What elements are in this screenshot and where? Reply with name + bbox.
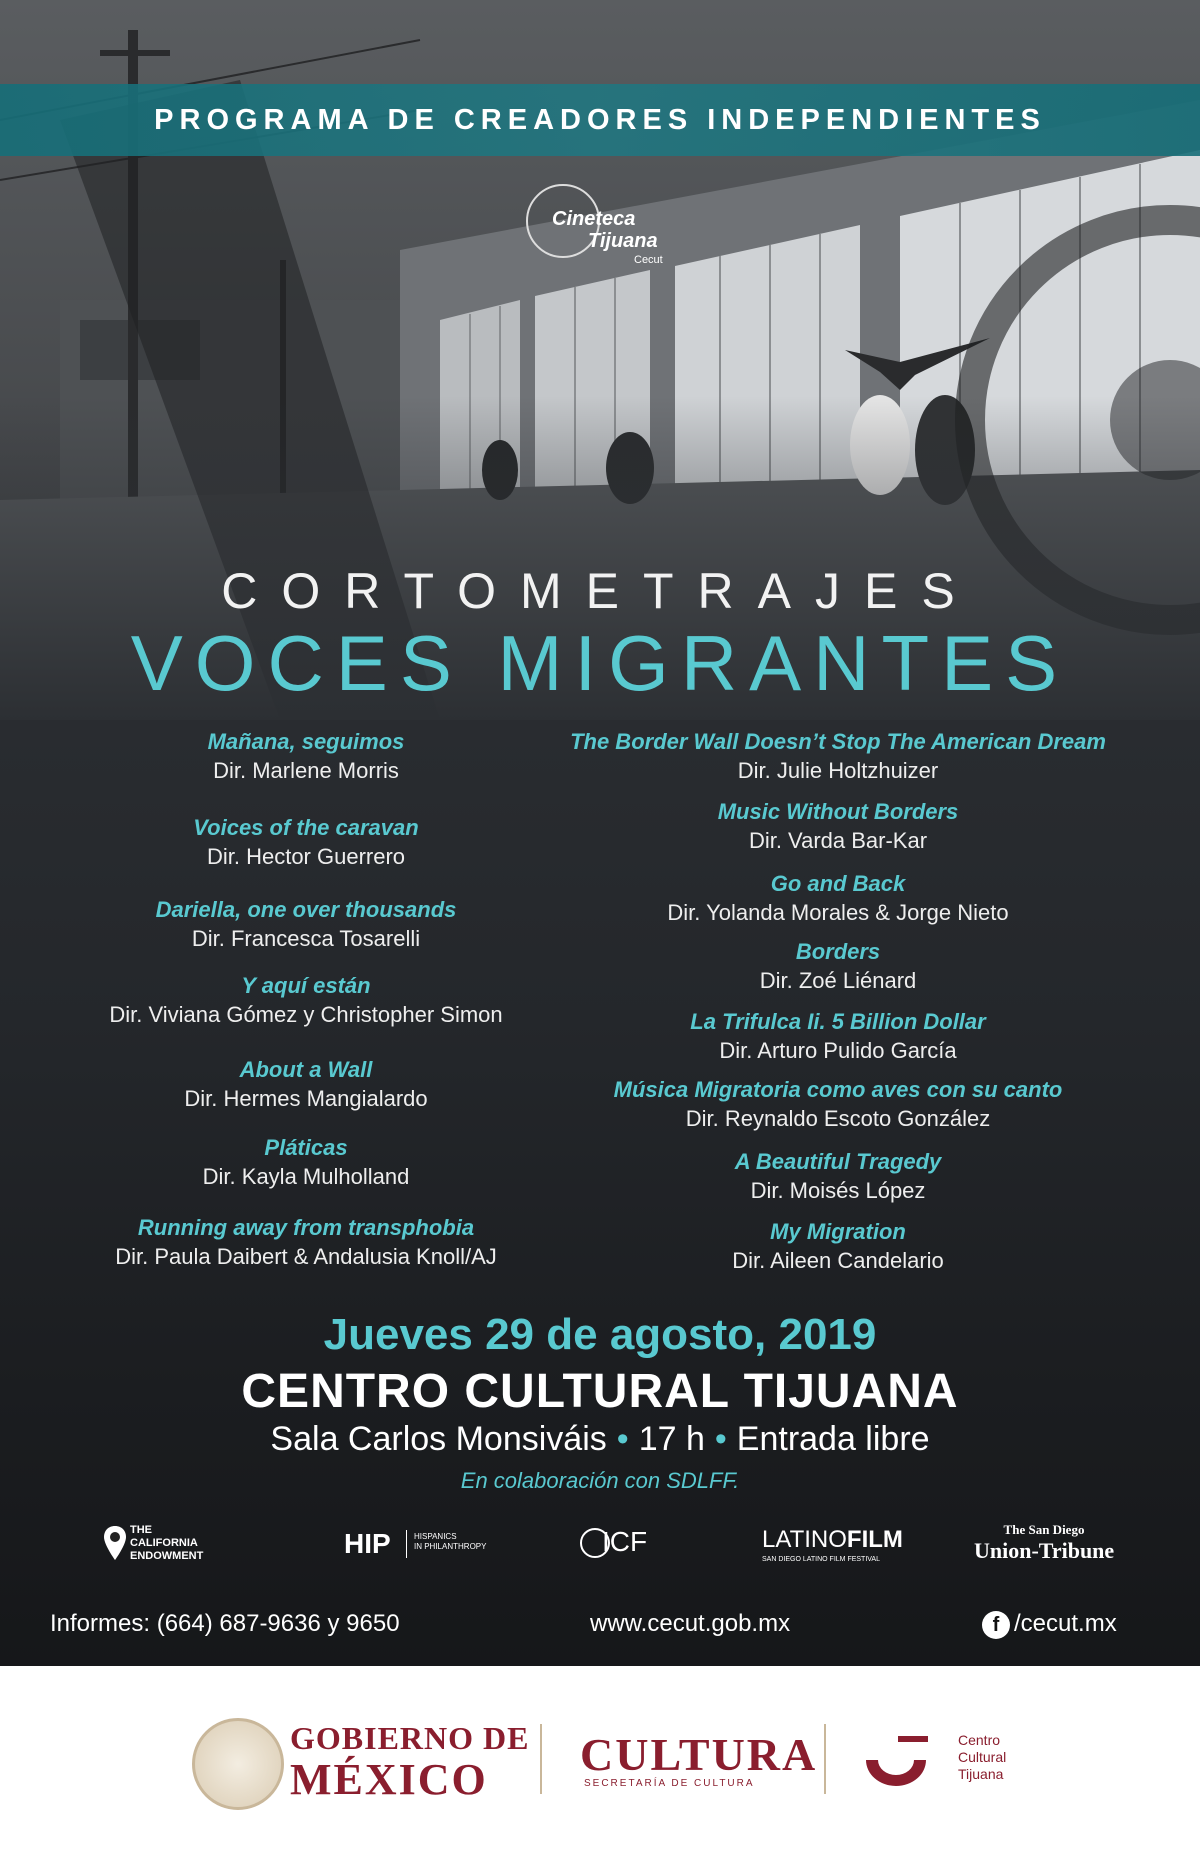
- hip-sub-line1: HISPANICS: [414, 1532, 457, 1541]
- film-title: La Trifulca Ii. 5 Billion Dollar: [690, 1009, 986, 1034]
- films-left-column: [26, 728, 586, 1288]
- film-title: Mañana, seguimos: [207, 729, 405, 754]
- film-director: Dir. Viviana Gómez y Christopher Simon: [109, 1002, 503, 1027]
- film-director: Dir. Aileen Candelario: [732, 1248, 944, 1273]
- cineteca-logo-line2: Tijuana: [588, 230, 658, 252]
- film-entry: [558, 798, 1118, 856]
- cineteca-tijuana-logo: [526, 184, 676, 270]
- cultura-subtitle: SECRETARÍA DE CULTURA: [584, 1778, 755, 1789]
- gobierno-line2: MÉXICO: [290, 1755, 488, 1804]
- icf-text: ICF: [602, 1526, 648, 1557]
- film-director: Dir. Kayla Mulholland: [202, 1164, 410, 1189]
- film-entry: [26, 972, 586, 1030]
- event-venue: CENTRO CULTURAL TIJUANA: [241, 1365, 959, 1418]
- film-entry: [26, 728, 586, 786]
- divider: [540, 1724, 542, 1794]
- film-director: Dir. Paula Daibert & Andalusia Knoll/AJ: [115, 1244, 497, 1269]
- film-director: Dir. Arturo Pulido García: [719, 1038, 957, 1063]
- cultura-title: CULTURA: [580, 1729, 818, 1780]
- event-date: Jueves 29 de agosto, 2019: [323, 1310, 877, 1359]
- bullet-separator: •: [714, 1420, 727, 1458]
- film-director: Dir. Yolanda Morales & Jorge Nieto: [667, 900, 1009, 925]
- film-director: Dir. Francesca Tosarelli: [191, 926, 421, 951]
- cineteca-logo-line3: Cecut: [634, 254, 663, 266]
- film-entry: [558, 728, 1118, 786]
- film-title: Y aquí están: [241, 973, 371, 998]
- film-entry: [558, 870, 1118, 928]
- title-cortometrajes: CORTOMETRAJES: [221, 563, 979, 619]
- hip-sub-line2: IN PHILANTHROPY: [414, 1542, 487, 1551]
- ut-line1: The San Diego: [1003, 1522, 1085, 1537]
- film-title: About a Wall: [239, 1057, 373, 1082]
- film-title: Dariella, one over thousands: [155, 897, 457, 922]
- film-director: Dir. Hector Guerrero: [206, 844, 406, 869]
- film-entry: [26, 1056, 586, 1114]
- film-entry: [558, 1148, 1118, 1206]
- event-admission: Entrada libre: [736, 1420, 930, 1458]
- hip-text: HIP: [344, 1528, 391, 1559]
- title-voces-migrantes: VOCES MIGRANTES: [130, 619, 1070, 707]
- program-title: PROGRAMA DE CREADORES INDEPENDIENTES: [154, 104, 1046, 136]
- film-entry: [558, 938, 1118, 996]
- film-director: Dir. Varda Bar-Kar: [748, 828, 928, 853]
- film-entry: [26, 814, 586, 872]
- bullet-separator: •: [616, 1420, 629, 1458]
- film-entry: [26, 1134, 586, 1192]
- cct-line3: Tijuana: [958, 1766, 1004, 1782]
- contact-phone: Informes: (664) 687-9636 y 9650: [50, 1610, 400, 1637]
- film-title: Music Without Borders: [717, 799, 959, 824]
- endowment-line3: ENDOWMENT: [130, 1550, 204, 1562]
- film-title: Borders: [795, 939, 881, 964]
- film-title: Running away from transphobia: [137, 1215, 475, 1240]
- facebook-handle: /cecut.mx: [1014, 1610, 1117, 1637]
- film-entry: [26, 896, 586, 954]
- cct-line1: Centro: [958, 1732, 1001, 1748]
- film-entry: [558, 1076, 1118, 1134]
- film-entry: [26, 1214, 586, 1272]
- cct-line2: Cultural: [958, 1749, 1007, 1765]
- films-right-column: [558, 728, 1118, 1288]
- film-title: The Border Wall Doesn’t Stop The American Dream: [570, 729, 1106, 754]
- film-director: Dir. Zoé Liénard: [759, 968, 917, 993]
- film-title: My Migration: [770, 1219, 906, 1244]
- divider: [824, 1724, 826, 1794]
- endowment-line2: CALIFORNIA: [130, 1537, 198, 1549]
- gobierno-line1: GOBIERNO DE: [290, 1720, 530, 1756]
- film-title: Voices of the caravan: [193, 815, 419, 840]
- film-director: Dir. Hermes Mangialardo: [184, 1086, 428, 1111]
- facebook-icon: f: [982, 1611, 1010, 1639]
- website-link[interactable]: www.cecut.gob.mx: [590, 1610, 791, 1637]
- cineteca-logo-line1: Cineteca: [552, 208, 636, 230]
- latino-text: LATINO: [762, 1526, 847, 1553]
- program-banner: [0, 84, 1200, 156]
- event-details: [0, 1420, 1200, 1459]
- cct-logo-icon: [858, 1732, 954, 1788]
- film-title: Go and Back: [770, 871, 906, 896]
- government-footer: [0, 1666, 1200, 1854]
- mexico-seal-icon: [192, 1718, 284, 1810]
- film-text: FILM: [846, 1526, 903, 1553]
- cct-name: [958, 1732, 1006, 1783]
- endowment-line1: THE: [130, 1524, 152, 1536]
- event-room: Sala Carlos Monsiváis: [270, 1420, 607, 1458]
- facebook-link[interactable]: [982, 1610, 1117, 1639]
- film-director: Dir. Julie Holtzhuizer: [737, 758, 939, 783]
- film-director: Dir. Marlene Morris: [213, 758, 399, 783]
- film-title: Pláticas: [264, 1135, 348, 1160]
- collaboration-note: En colaboración con SDLFF.: [460, 1468, 740, 1493]
- film-title: Música Migratoria como aves con su canto: [613, 1077, 1063, 1102]
- film-entry: [558, 1008, 1118, 1066]
- event-time: 17 h: [638, 1420, 705, 1458]
- ut-line2: Union-Tribune: [974, 1538, 1115, 1563]
- latino-film-sub: SAN DIEGO LATINO FILM FESTIVAL: [762, 1556, 880, 1563]
- map-pin-icon: [104, 1526, 126, 1560]
- film-entry: [558, 1218, 1118, 1276]
- film-director: Dir. Moisés López: [750, 1178, 926, 1203]
- film-director: Dir. Reynaldo Escoto González: [685, 1106, 991, 1131]
- film-title: A Beautiful Tragedy: [734, 1149, 942, 1174]
